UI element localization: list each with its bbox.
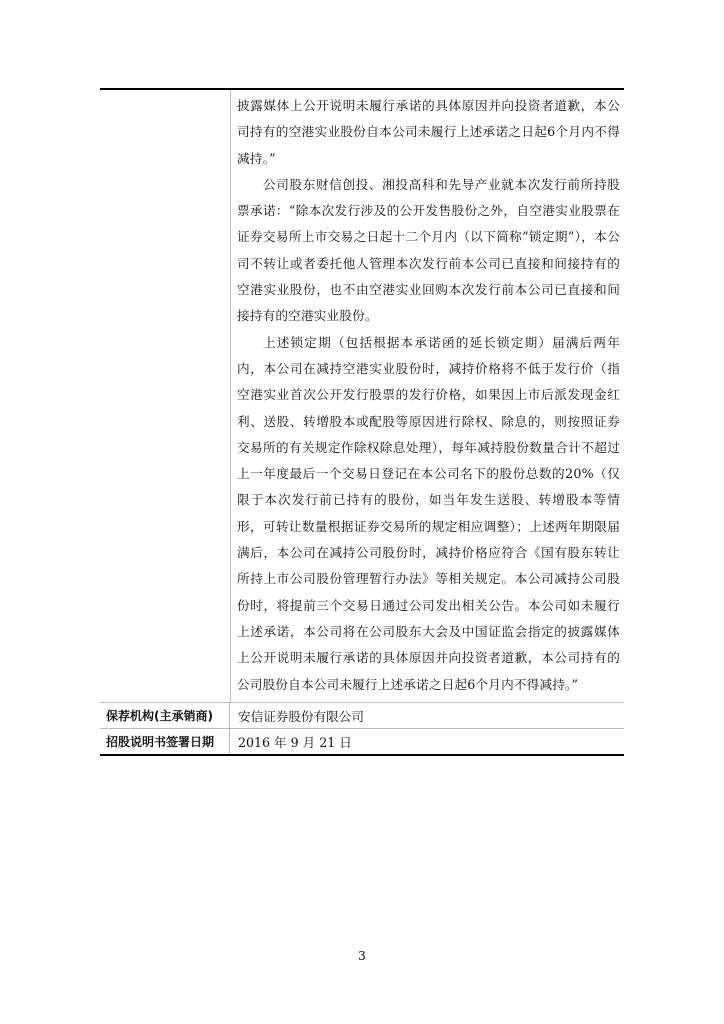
table-bottom-rule [100, 754, 624, 756]
sponsor-label: 保荐机构(主承销商) [100, 703, 230, 728]
sign-date-label: 招股说明书签署日期 [100, 729, 230, 754]
empty-label-cell [100, 90, 231, 702]
sign-date-row [100, 729, 624, 754]
document-table [100, 88, 624, 756]
content-cell [231, 90, 624, 702]
sponsor-row [100, 703, 624, 728]
sign-date-value: 2016 年 9 月 21 日 [238, 734, 352, 750]
page-number: 3 [358, 949, 366, 963]
content-row [100, 90, 624, 702]
sponsor-value: 安信证券股份有限公司 [238, 708, 364, 724]
paragraph-3: 上述锁定期（包括根据本承诺函的延长锁定期）届满后两年内，本公司在减持空港实业股份时，减持价格将不低于发行价（指空港实业首次公开发行股票的发行价格，如果因上市后派发现金红利、送股、转增股本或配股等原因进行除权、除息的，则按照证券交易所的有关规定作除权除息处理），每年减持股份数量合计不超过上一年度最后一个交易日登记在本公司名下的股份总数的20%（仅限于本次发行前已持有的股份，如当年发生送股、转增股本等情形，可转让数量根据证券交易所的规定相应调整）；上述两年期限届满后，本公司在减持公司股份时，减持价格应符合《国有股东转让所持上市公司股份管理暂行办法》等相关规定。本公司减持公司股份时，将提前三个交易日通过公司发出相关公告。本公司如未履行上述承诺，本公司将在公司股东大会及中国证监会指定的披露媒体上公开说明未履行承诺的具体原因并向投资者道歉，本公司持有的公司股份自本公司未履行上述承诺之日起6个月内不得减持。” [237, 334, 620, 692]
paragraph-1: 披露媒体上公开说明未履行承诺的具体原因并向投资者道歉，本公司持有的空港实业股份自本公司未履行上述承诺之日起6个月内不得减持。” [237, 98, 620, 166]
paragraph-2: 公司股东财信创投、湘投高科和先导产业就本次发行前所持股票承诺：“除本次发行涉及的公开发售股份之外，自空港实业股票在证券交易所上市交易之日起十二个月内（以下简称“锁定期”），本公司不转让或者委托他人管理本次发行前本公司已直接和间接持有的空港实业股份，也不由空港实业回购本次发行前本公司已直接和间接持有的空港实业股份。 [237, 176, 620, 324]
